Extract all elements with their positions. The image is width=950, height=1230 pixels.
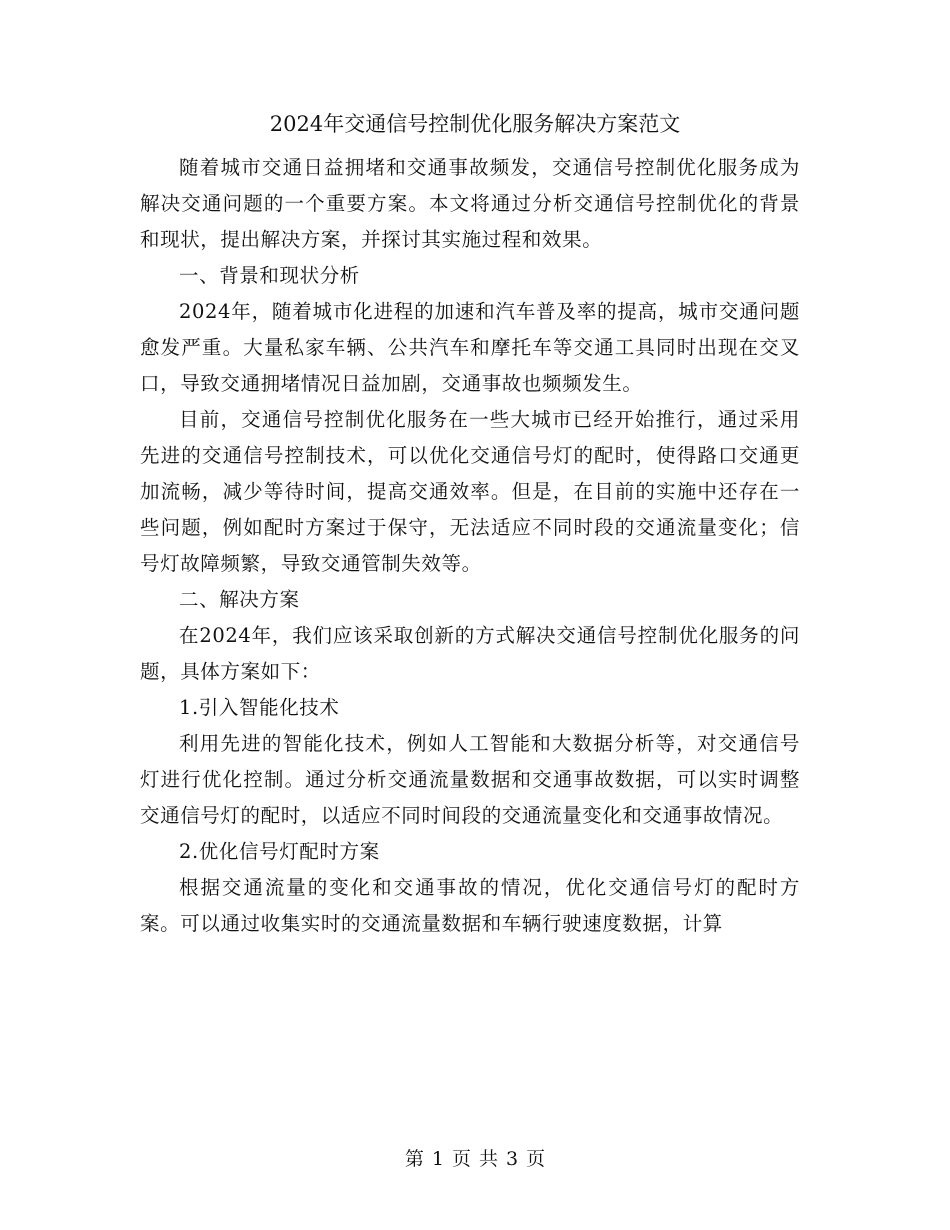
heading-solution: 二、解决方案 — [179, 588, 300, 611]
subheading-smart-tech: 1.引入智能化技术 — [179, 696, 340, 719]
paragraph-smart-tech: 利用先进的智能化技术，例如人工智能和大数据分析等，对交通信号灯进行优化控制。通过分析交通流量数据和交通事故数据，可以实时调整交通信号灯的配时，以适应不同时间段的交通流量变化和交通事故情况。 — [140, 732, 800, 827]
subheading-signal-timing: 2.优化信号灯配时方案 — [179, 840, 380, 863]
paragraph-current-status: 目前，交通信号控制优化服务在一些大城市已经开始推行，通过采用先进的交通信号控制技术，可以优化交通信号灯的配时，使得路口交通更加流畅，减少等待时间，提高交通效率。但是，在目前的实施中还存在一些问题，例如配时方案过于保守，无法适应不同时段的交通流量变化；信号灯故障频繁，导致交通管制失效等。 — [140, 408, 800, 575]
page-footer: 第 1 页 共 3 页 — [404, 1148, 546, 1170]
paragraph-intro: 随着城市交通日益拥堵和交通事故频发，交通信号控制优化服务成为解决交通问题的一个重要方案。本文将通过分析交通信号控制优化的背景和现状，提出解决方案，并探讨其实施过程和效果。 — [140, 156, 800, 251]
document-title: 2024年交通信号控制优化服务解决方案范文 — [269, 112, 681, 136]
paragraph-signal-timing: 根据交通流量的变化和交通事故的情况，优化交通信号灯的配时方案。可以通过收集实时的交通流量数据和车辆行驶速度数据，计算 — [140, 876, 800, 935]
document-body — [140, 150, 800, 942]
paragraph-solution-intro: 在2024年，我们应该采取创新的方式解决交通信号控制优化服务的问题，具体方案如下： — [140, 624, 800, 683]
paragraph-background: 2024年，随着城市化进程的加速和汽车普及率的提高，城市交通问题愈发严重。大量私家车辆、公共汽车和摩托车等交通工具同时出现在交叉口，导致交通拥堵情况日益加剧，交通事故也频频发生。 — [140, 300, 800, 395]
heading-background: 一、背景和现状分析 — [179, 264, 360, 287]
